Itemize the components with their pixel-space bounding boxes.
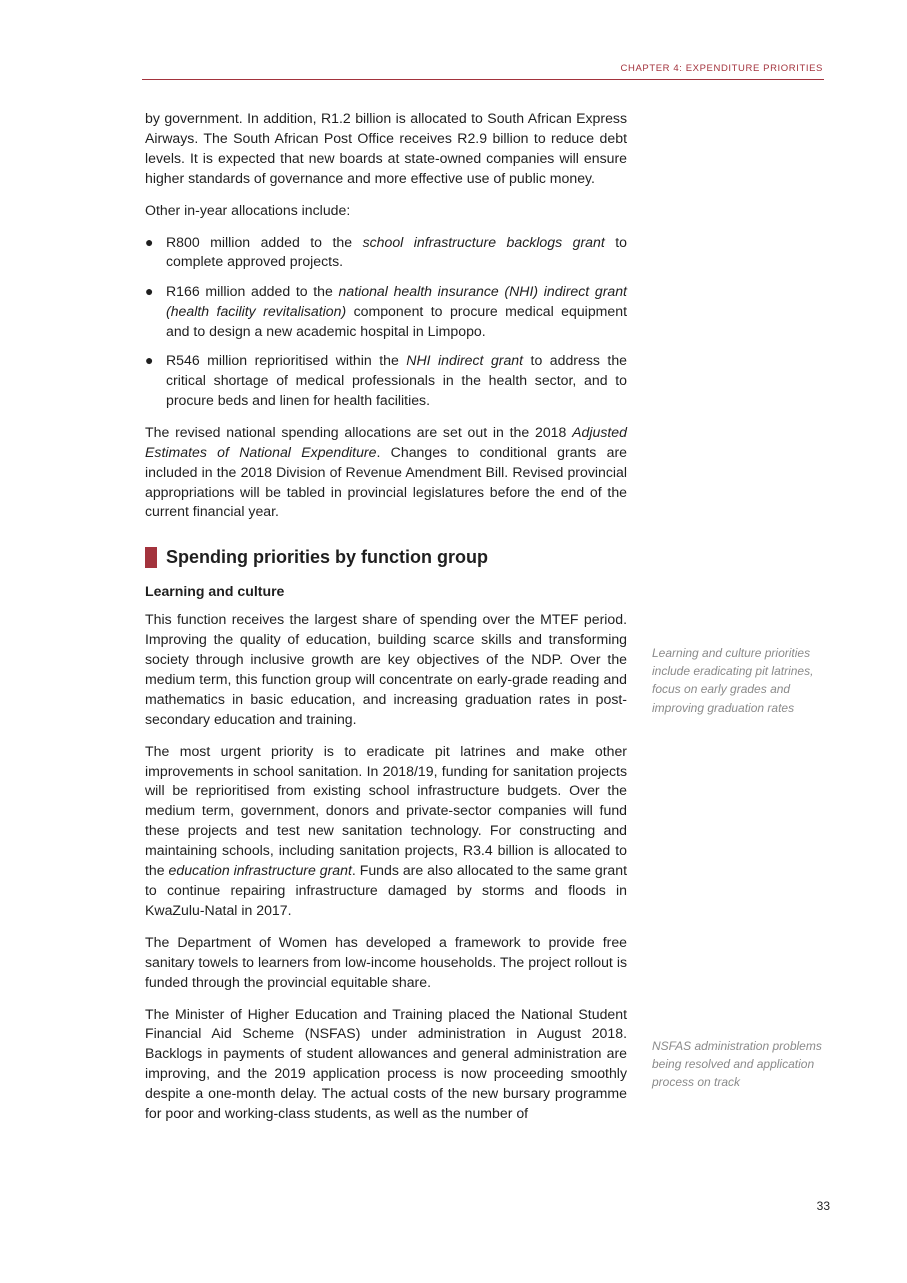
intro-paragraph-2: Other in-year allocations include:	[145, 201, 351, 218]
learning-text-post: . Funds are also allocated to the same grant to continue repairing infrastructure damaged by storms and floods in KwaZulu-Natal in 2017.	[145, 862, 627, 918]
learning-paragraph-4: The Minister of Higher Education and Training placed the National Student Financial Aid Scheme (NSFAS) under administration in August 2018. Backlogs in payments of student allowances and general administration are improving, and the 2019 application process is now proceeding smoothly despite a one-month delay. The actual costs of the new bursary programme for poor and working-class students, as well as the number of	[145, 1005, 627, 1122]
list-item	[145, 351, 627, 411]
revised-publication-title: Adjusted Estimates of National Expenditure	[145, 423, 627, 460]
list-item-text-post: to address the critical shortage of medical professionals in the health sector, and to procure beds and linen for health facilities.	[166, 352, 627, 408]
list-item	[145, 282, 627, 342]
subsection-heading: Learning and culture	[145, 583, 285, 600]
page-number: 33	[816, 1199, 830, 1213]
intro-paragraph-1: by government. In addition, R1.2 billion is allocated to South African Express Airways. The South African Post Office receives R2.9 billion to reduce debt levels. It is expected that new boards at state-owned companies will ensure higher standards of governance and more effective use of public money.	[145, 110, 627, 186]
learning-paragraph-1: This function receives the largest share of spending over the MTEF period. Improving the quality of education, building scarce skills and transforming society through inclusive growth are key objectives of the NDP. Over the medium term, this function group will concentrate on early-grade reading and mathematics in basic education, and increasing graduation rates in post-secondary education and training.	[145, 611, 627, 727]
learning-paragraph-2	[145, 742, 627, 921]
list-item-grant-name: national health insurance (NHI) indirect grant (health facility revitalisation)	[166, 282, 627, 319]
margin-note-learning: Learning and culture priorities include eradicating pit latrines, focus on early grades and improving graduation rates	[652, 646, 814, 715]
section-heading	[145, 547, 627, 568]
bullet-icon: ●	[145, 352, 154, 369]
list-item-text-pre: R166 million added to the	[166, 282, 339, 299]
learning-grant-name: education infrastructure grant	[168, 862, 352, 879]
list-item-grant-name: school infrastructure backlogs grant	[362, 233, 605, 250]
margin-note-nsfas: NSFAS administration problems being resolved and application process on track	[652, 1039, 822, 1090]
list-item-text-post: component to procure medical equipment and to design a new academic hospital in Limpopo.	[166, 302, 627, 339]
revised-text-pre: The revised national spending allocations are set out in the 2018	[145, 423, 573, 440]
list-item-text-post: to complete approved projects.	[166, 233, 627, 270]
list-item	[145, 233, 627, 273]
revised-text-post: . Changes to conditional grants are included in the 2018 Division of Revenue Amendment Bill. Revised provincial appropriations will be tabled in provincial legislatures before the end of the current financial year.	[145, 443, 627, 520]
learning-paragraph-3: The Department of Women has developed a framework to provide free sanitary towels to learners from low-income households. The project rollout is funded through the provincial equitable share.	[145, 933, 627, 990]
main-column	[145, 109, 627, 1136]
section-marker-icon	[145, 547, 157, 568]
section-title: Spending priorities by function group	[166, 546, 488, 567]
bullet-icon: ●	[145, 233, 154, 250]
list-item-text-pre: R546 million reprioritised within the	[166, 352, 407, 369]
allocation-list	[145, 233, 627, 411]
revised-allocations-paragraph	[145, 423, 627, 523]
header-divider	[142, 79, 824, 80]
bullet-icon: ●	[145, 282, 154, 299]
list-item-text-pre: R800 million added to the	[166, 233, 363, 250]
learning-text-pre: The most urgent priority is to eradicate pit latrines and make other improvements in school sanitation. In 2018/19, funding for sanitation projects will be reprioritised from existing school infrastructure budgets. Over the medium term, government, donors and private-sector companies will fund these projects and test new sanitation technology. For constructing and maintaining schools, including sanitation projects, R3.4 billion is allocated to the	[145, 742, 627, 879]
chapter-header: CHAPTER 4: EXPENDITURE PRIORITIES	[620, 63, 823, 74]
list-item-grant-name: NHI indirect grant	[406, 352, 524, 369]
